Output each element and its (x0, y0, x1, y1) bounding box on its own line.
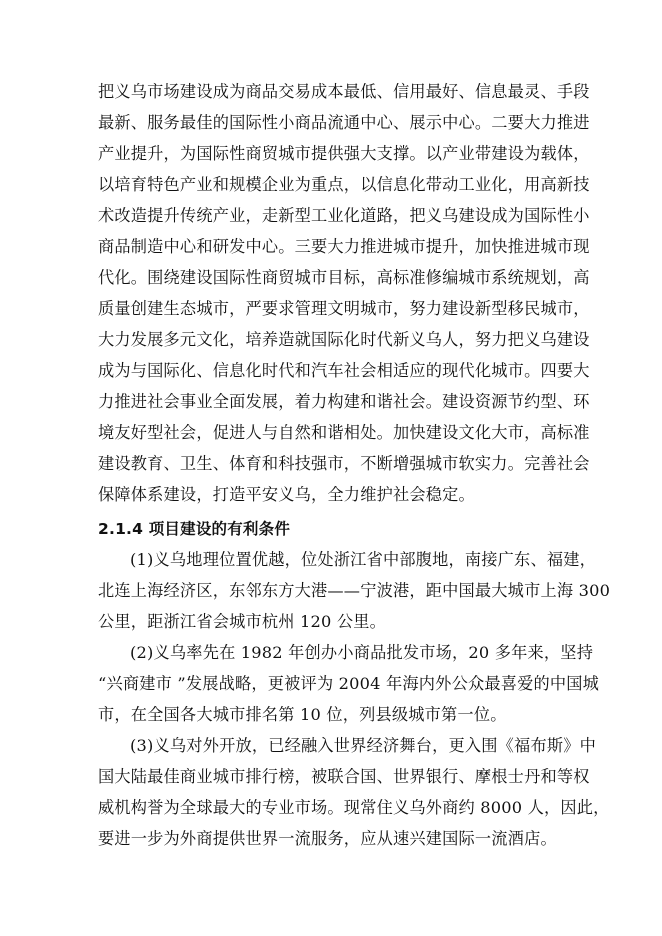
text-line: 保障体系建设，打造平安义乌，全力维护社会稳定。 (98, 485, 475, 504)
text-line: 要进一步为外商提供世界一流服务，应从速兴建国际一流酒店。 (98, 829, 557, 848)
text-line: “兴商建市 ”发展战略，更被评为 2004 年海内外公众最喜爱的中国城 (98, 674, 600, 693)
text-line: 境友好型社会，促进人与自然和谐相处。加快建设文化大市，高标准 (98, 423, 590, 442)
text-line: 最新、服务最佳的国际性小商品流通中心、展示中心。二要大力推进 (98, 113, 590, 132)
text-line: 质量创建生态城市，严要求管理文明城市，努力建设新型移民城市， (98, 299, 590, 318)
text-line: 市，在全国各大城市排名第 10 位，列县级城市第一位。 (98, 705, 507, 724)
text-line: (1)义乌地理位置优越，位处浙江省中部腹地，南接广东、福建， (130, 550, 596, 569)
text-line: 术改造提升传统产业，走新型工业化道路，把义乌建设成为国际性小 (98, 206, 590, 225)
text-line: (2)义乌率先在 1982 年创办小商品批发市场，20 多年来，坚持 (130, 643, 594, 662)
text-line: 以培育特色产业和规模企业为重点，以信息化带动工业化，用高新技 (98, 175, 590, 194)
text-line: 公里，距浙江省会城市杭州 120 公里。 (98, 612, 386, 631)
text-line: 产业提升，为国际性商贸城市提供强大支撑。以产业带建设为载体， (98, 144, 590, 163)
section-heading: 2.1.4 项目建设的有利条件 (98, 520, 291, 538)
text-line: (3)义乌对外开放，已经融入世界经济舞台，更入围《福布斯》中 (130, 736, 596, 755)
text-line: 成为与国际化、信息化时代和汽车社会相适应的现代化城市。四要大 (98, 361, 590, 380)
text-line: 威机构誉为全球最大的专业市场。现常住义乌外商约 8000 人，因此， (98, 798, 610, 817)
text-line: 大力发展多元文化，培养造就国际化时代新义乌人，努力把义乌建设 (98, 330, 590, 349)
text-line: 北连上海经济区，东邻东方大港——宁波港，距中国最大城市上海 300 (98, 581, 611, 600)
text-line: 力推进社会事业全面发展，着力构建和谐社会。建设资源节约型、环 (98, 392, 590, 411)
text-line: 国大陆最佳商业城市排行榜，被联合国、世界银行、摩根士丹和等权 (98, 767, 590, 786)
text-line: 商品制造中心和研发中心。三要大力推进城市提升，加快推进城市现 (98, 237, 590, 256)
text-line: 代化。围绕建设国际性商贸城市目标，高标准修编城市系统规划，高 (98, 268, 590, 287)
text-line: 把义乌市场建设成为商品交易成本最低、信用最好、信息最灵、手段 (98, 82, 590, 101)
text-line: 建设教育、卫生、体育和科技强市，不断增强城市软实力。完善社会 (98, 454, 590, 473)
